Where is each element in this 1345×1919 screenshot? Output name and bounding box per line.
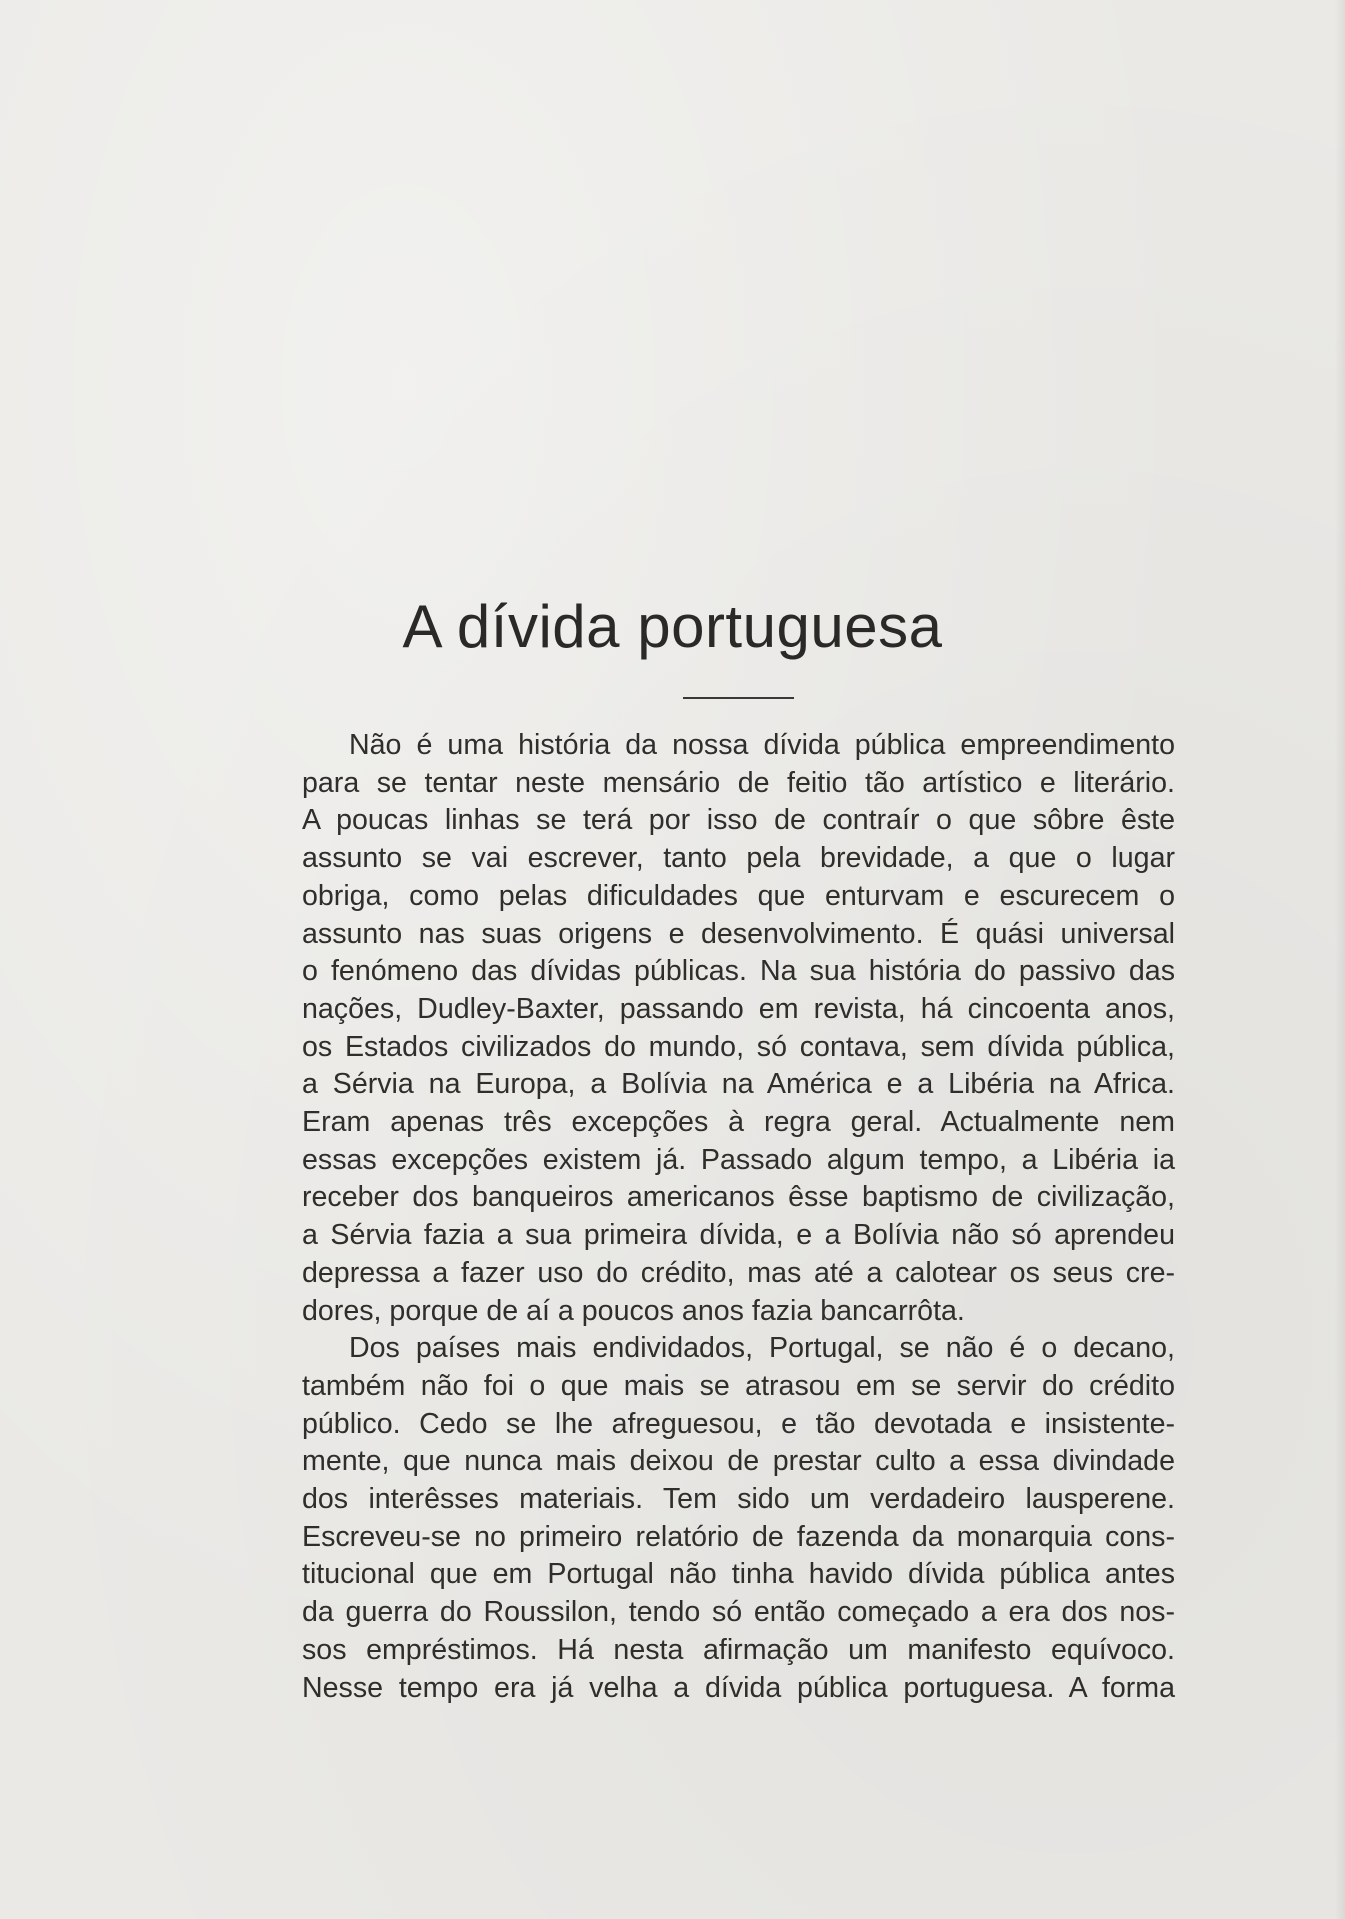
body-text bbox=[302, 727, 1175, 1707]
text-line: também não foi o que mais se atrasou em se servir do crédito bbox=[302, 1369, 1175, 1402]
text-line: obriga, como pelas dificuldades que enturvam e escurecem o bbox=[302, 879, 1175, 912]
paragraph-2 bbox=[302, 1330, 1175, 1707]
text-line: receber dos banqueiros americanos êsse baptismo de civilização, bbox=[302, 1181, 1175, 1214]
text-line: assunto se vai escrever, tanto pela brevidade, a que o lugar bbox=[302, 842, 1175, 875]
text-line: dos interêsses materiais. Tem sido um verdadeiro lausperene. bbox=[302, 1483, 1175, 1516]
text-line: Eram apenas três excepções à regra geral. Actualmente nem bbox=[302, 1106, 1175, 1139]
paragraph-1 bbox=[302, 727, 1175, 1330]
text-line: a Sérvia fazia a sua primeira dívida, e a Bolívia não só aprendeu bbox=[302, 1219, 1175, 1252]
text-line: a Sérvia na Europa, a Bolívia na América e a Libéria na Africa. bbox=[302, 1068, 1175, 1101]
text-line: Nesse tempo era já velha a dívida pública portuguesa. A forma bbox=[302, 1671, 1175, 1704]
text-line: assunto nas suas origens e desenvolvimento. É quási universal bbox=[302, 917, 1175, 950]
text-line: A poucas linhas se terá por isso de contraír o que sôbre êste bbox=[302, 804, 1176, 837]
text-line: para se tentar neste mensário de feitio tão artístico e literário. bbox=[302, 766, 1175, 799]
text-line: essas excepções existem já. Passado algum tempo, a Libéria ia bbox=[302, 1143, 1176, 1176]
text-line: nações, Dudley-Baxter, passando em revista, há cincoenta anos, bbox=[302, 992, 1175, 1025]
text-line: os Estados civilizados do mundo, só contava, sem dívida pública, bbox=[302, 1030, 1175, 1063]
text-line: depressa a fazer uso do crédito, mas até a calotear os seus cre- bbox=[302, 1256, 1176, 1289]
chapter-title: A dívida portuguesa bbox=[402, 593, 943, 660]
text-line: da guerra do Roussilon, tendo só então começado a era dos nos- bbox=[302, 1596, 1175, 1629]
text-line: Dos países mais endividados, Portugal, se não é o decano, bbox=[349, 1332, 1176, 1365]
text-line: mente, que nunca mais deixou de prestar culto a essa divindade bbox=[302, 1445, 1175, 1478]
title-rule bbox=[683, 697, 794, 699]
text-line: dores, porque de aí a poucos anos fazia bancarrôta. bbox=[302, 1294, 965, 1327]
text-line: Escreveu-se no primeiro relatório de fazenda da monarquia cons- bbox=[302, 1520, 1175, 1553]
text-line: titucional que em Portugal não tinha havido dívida pública antes bbox=[302, 1558, 1175, 1591]
text-line: sos empréstimos. Há nesta afirmação um manifesto equívoco. bbox=[302, 1633, 1175, 1666]
page-edge-shadow bbox=[1335, 0, 1345, 1919]
text-line: público. Cedo se lhe afreguesou, e tão devotada e insistente- bbox=[302, 1407, 1175, 1440]
text-line: o fenómeno das dívidas públicas. Na sua história do passivo das bbox=[302, 955, 1175, 988]
text-line: Não é uma história da nossa dívida pública empreendimento bbox=[349, 729, 1175, 761]
